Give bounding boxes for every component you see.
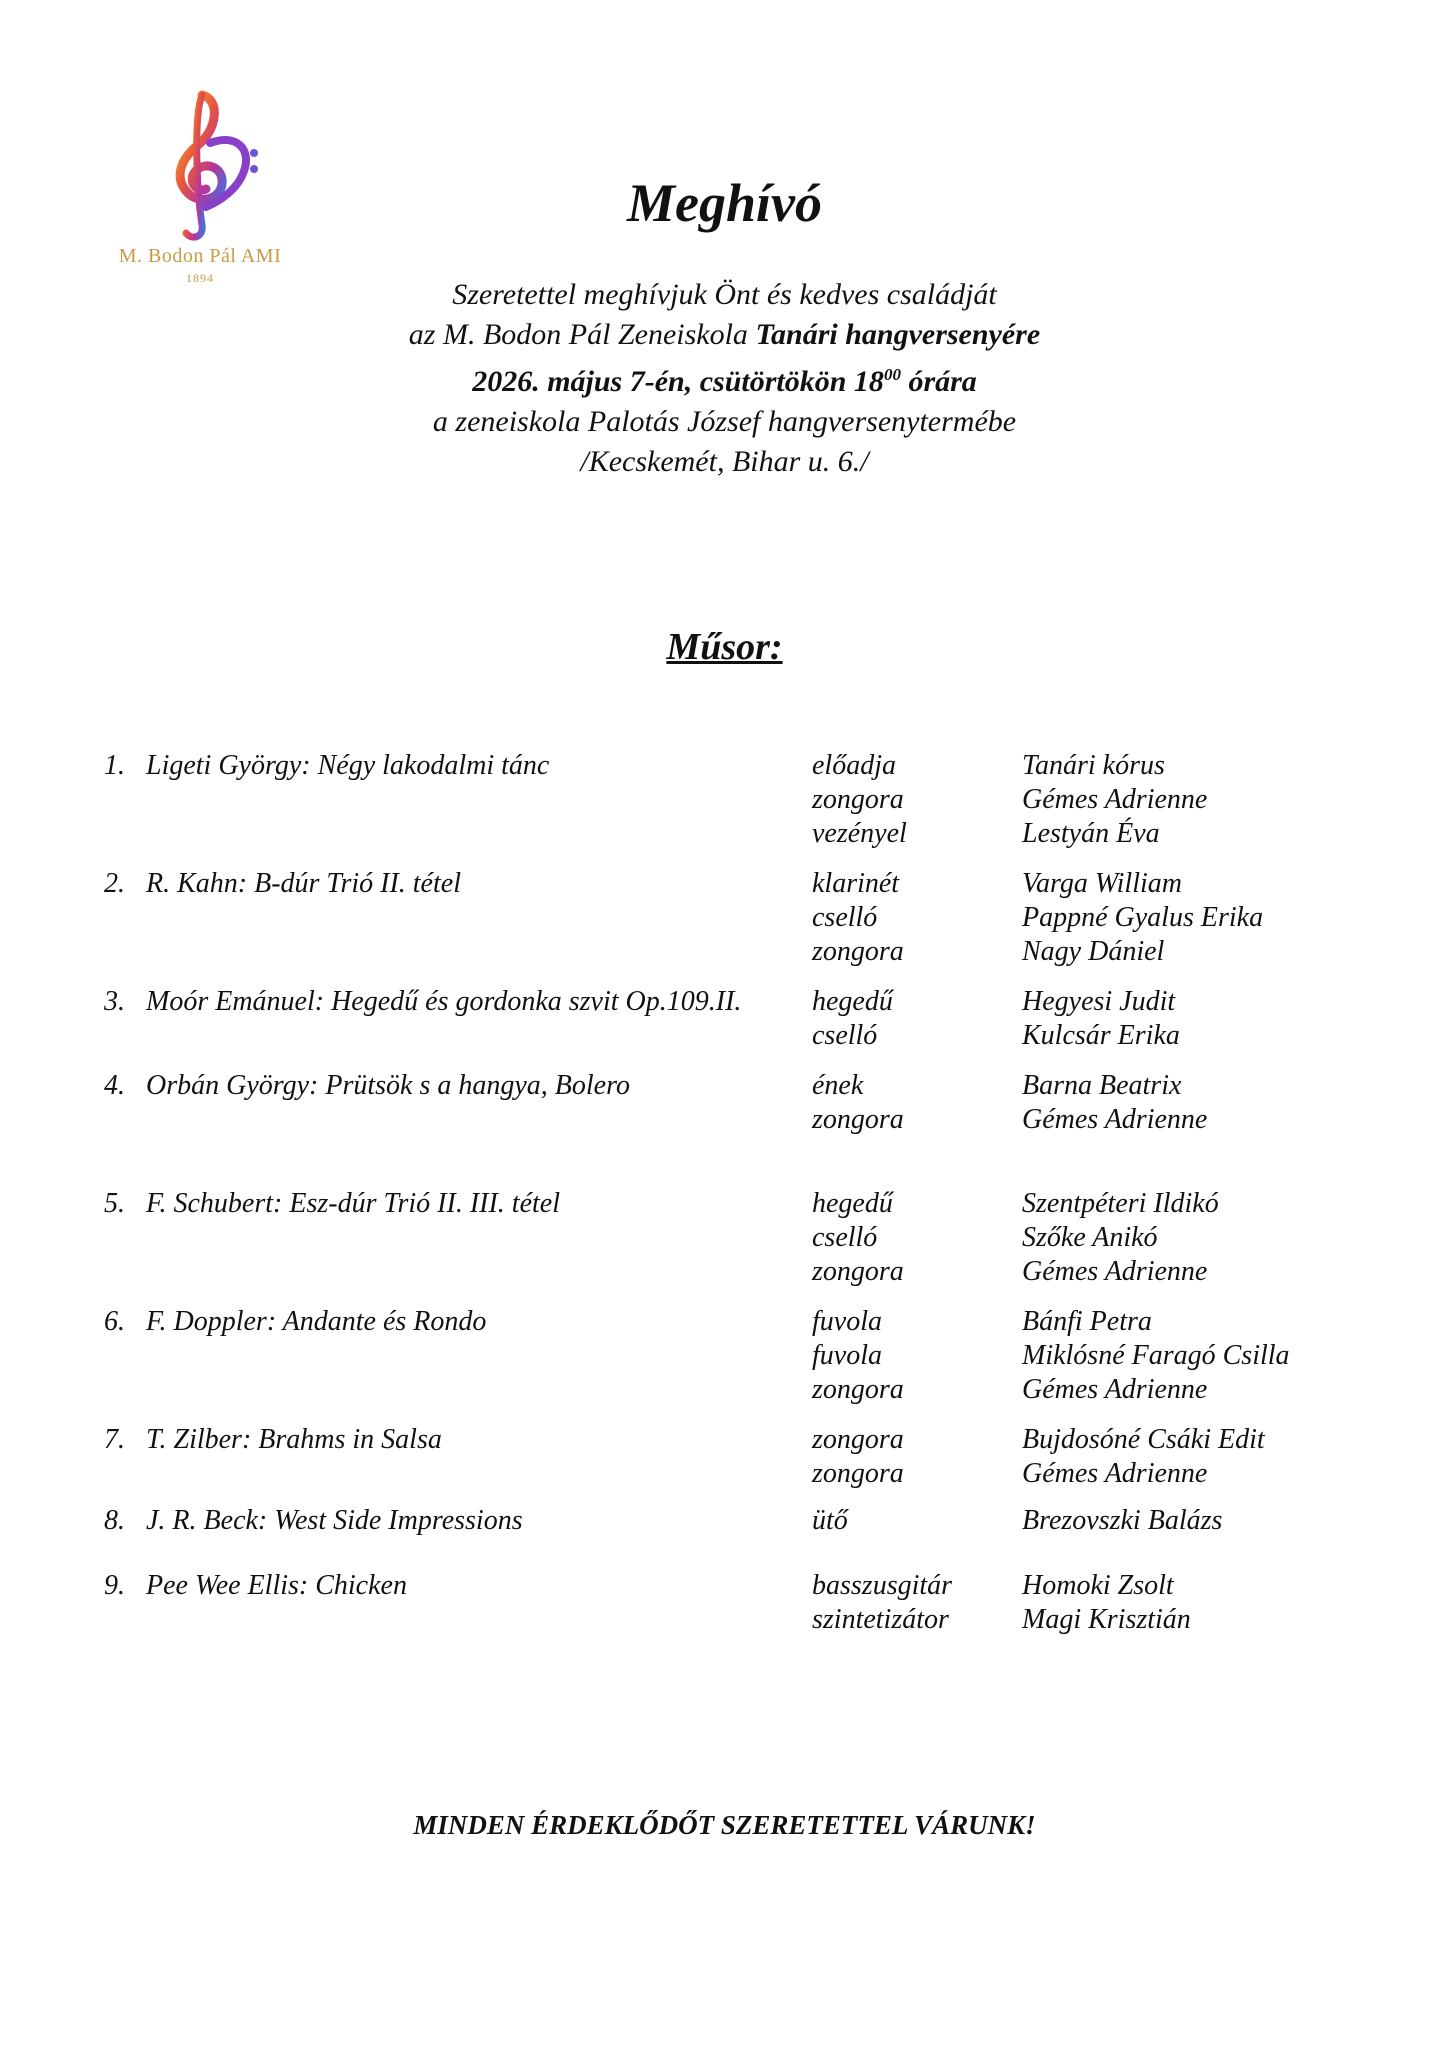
intro-line-5: /Kecskemét, Bihar u. 6./ [580,445,869,478]
performer-instrument: zongora [812,1104,904,1135]
performer-instrument: fuvola [812,1306,882,1337]
program-item-piece: R. Kahn: B-dúr Trió II. tétel [146,868,461,899]
program-item-piece: F. Doppler: Andante és Rondo [146,1306,487,1337]
performer-name: Bánfi Petra [1022,1306,1152,1337]
closing-line: MINDEN ÉRDEKLŐDŐT SZERETETTEL VÁRUNK! [413,1810,1036,1840]
concert-name: Tanári hangversenyére [755,318,1041,351]
performer-instrument: klarinét [812,868,900,899]
logo-name: M. Bodon Pál AMI [118,245,282,267]
performer-instrument: ének [812,1070,864,1101]
performer-instrument: cselló [812,1222,878,1253]
program-item-number: 1. [104,750,125,781]
intro-line-4: a zeneiskola Palotás József hangversenytermébe [432,405,1017,438]
page-title: Meghívó [627,173,822,233]
program-item-piece: Orbán György: Prütsök s a hangya, Bolero [146,1070,630,1101]
performer-name: Miklósné Faragó Csilla [1022,1340,1290,1371]
performer-name: Homoki Zsolt [1022,1570,1174,1601]
performer-instrument: vezényel [812,818,907,849]
performer-instrument: ütő [812,1505,848,1536]
intro-line-2 [0,315,1449,355]
program-item-piece: Ligeti György: Négy lakodalmi tánc [146,750,550,781]
program-item-piece: T. Zilber: Brahms in Salsa [146,1424,442,1455]
program-item-piece: F. Schubert: Esz-dúr Trió II. III. tétel [146,1188,560,1219]
performer-instrument: cselló [812,1020,878,1051]
program-item-number: 7. [104,1424,125,1455]
performer-name: Gémes Adrienne [1022,1104,1208,1135]
program-item-number: 3. [104,986,125,1017]
performer-instrument: hegedű [812,986,893,1017]
performer-name: Gémes Adrienne [1022,784,1208,815]
performer-instrument: zongora [812,1374,904,1405]
concert-date: 2026. május 7-én, csütörtökön 18 [472,365,884,398]
performer-name: Magi Krisztián [1022,1604,1191,1635]
performer-name: Nagy Dániel [1022,936,1165,967]
concert-time-minutes: 00 [883,365,901,384]
intro-line-3 [0,355,1449,402]
performer-name: Barna Beatrix [1022,1070,1182,1101]
performer-name: Gémes Adrienne [1022,1458,1208,1489]
performer-instrument: zongora [812,784,904,815]
performer-instrument: szintetizátor [812,1604,949,1635]
concert-time-suffix: órára [900,365,977,398]
performer-instrument: basszusgitár [812,1570,953,1601]
performer-name: Kulcsár Erika [1022,1020,1180,1051]
performer-instrument: zongora [812,936,904,967]
performer-instrument: fuvola [812,1340,882,1371]
program-item-number: 2. [104,868,125,899]
performer-instrument: hegedű [812,1188,893,1219]
program-item-piece: J. R. Beck: West Side Impressions [146,1505,523,1536]
performer-instrument: cselló [812,902,878,933]
performer-name: Varga William [1022,868,1182,899]
program-item-number: 8. [104,1505,125,1536]
performer-name: Lestyán Éva [1022,818,1160,849]
performer-name: Szentpéteri Ildikó [1022,1188,1219,1219]
performer-name: Gémes Adrienne [1022,1374,1208,1405]
program-item-piece: Pee Wee Ellis: Chicken [146,1570,407,1601]
performer-instrument: előadja [812,750,896,781]
performer-name: Bujdosóné Csáki Edit [1022,1424,1265,1455]
invitation-text [0,275,1449,482]
performer-name: Gémes Adrienne [1022,1256,1208,1287]
performer-name: Hegyesi Judit [1022,986,1176,1017]
logo-year: 1894 [186,271,214,285]
performer-name: Tanári kórus [1022,750,1165,781]
performer-name: Brezovszki Balázs [1022,1505,1223,1536]
program-item-number: 9. [104,1570,125,1601]
program-item-number: 6. [104,1306,125,1337]
program-item-number: 5. [104,1188,125,1219]
performer-name: Szőke Anikó [1022,1222,1158,1253]
performer-instrument: zongora [812,1424,904,1455]
program-heading: Műsor: [666,626,783,668]
program-item-number: 4. [104,1070,125,1101]
program-item-piece: Moór Emánuel: Hegedű és gordonka szvit Op.109.II. [146,986,742,1017]
performer-name: Pappné Gyalus Erika [1022,902,1264,933]
intro-line-2-prefix: az M. Bodon Pál Zeneiskola [408,318,756,351]
intro-line-1: Szeretettel meghívjuk Önt és kedves családját [452,278,997,311]
performer-instrument: zongora [812,1256,904,1287]
performer-instrument: zongora [812,1458,904,1489]
